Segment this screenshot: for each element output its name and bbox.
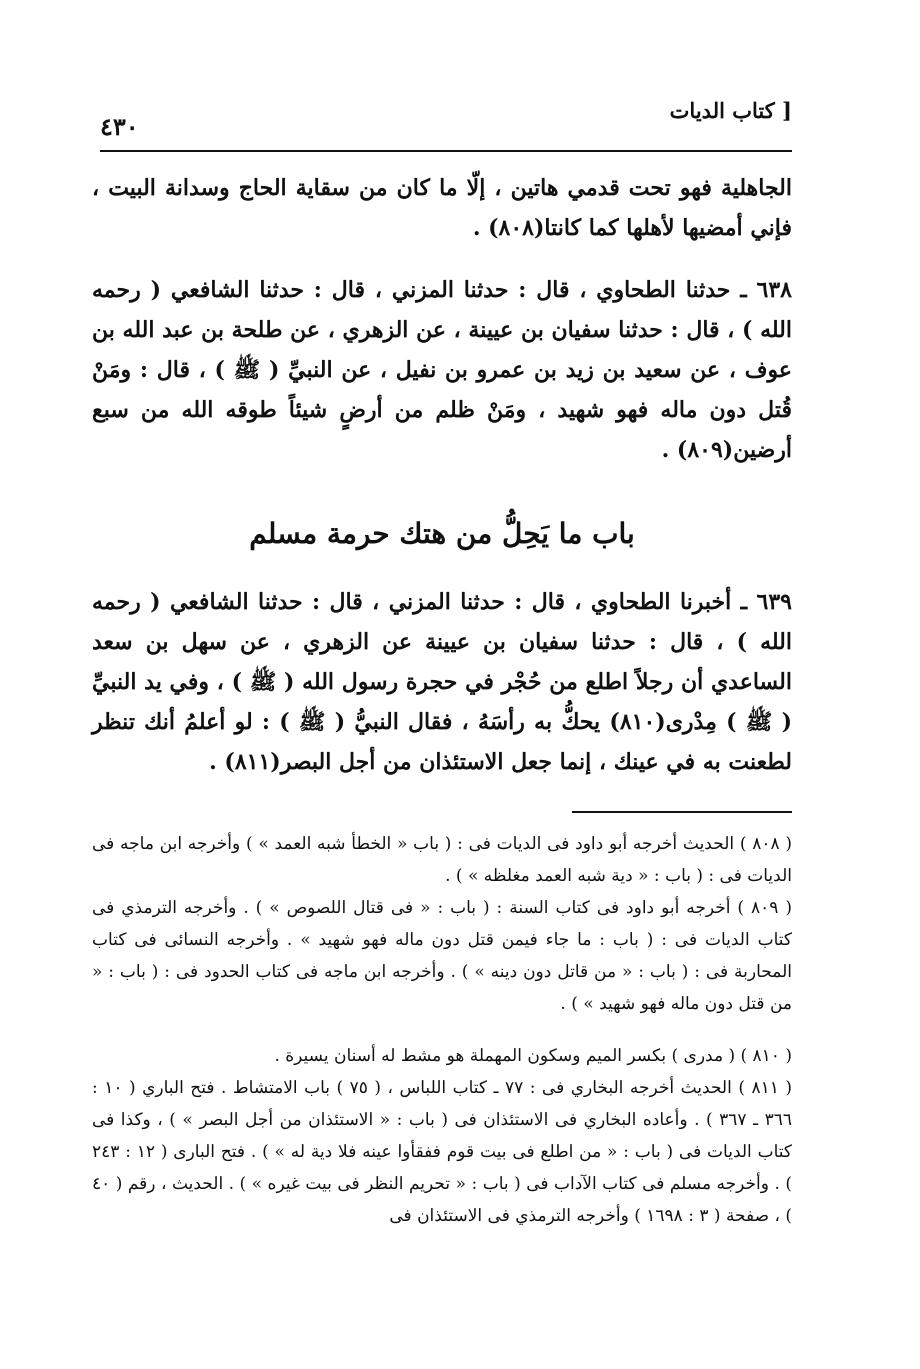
hadith-639: ٦٣٩ ـ أخبرنا الطحاوي ، قال : حدثنا المزني ، قال : حدثنا الشافعي ( رحمه الله ) ، قال : حدثنا سفيان بن عيينة عن الزهري ، عن سهل بن سعد الساعدي أن رجلاً اطلع من حُجْر في حجرة رسول الله ( ﷺ ) ، وفي يد النبيِّ ( ﷺ ) مِدْرى(٨١٠) يحكُّ به رأسَهُ ، فقال النبيُّ ( ﷺ ) : لو أعلمُ أنك تنظر لطعنت به في عينك ، إنما جعل الاستئذان من أجل البصر(٨١١) . bbox=[92, 589, 792, 775]
footnote-809: ( ٨٠٩ ) أخرجه أبو داود فى كتاب السنة : ( باب : « فى قتال اللصوص » ) . وأخرجه الترمذي فى كتاب الديات فى : ( باب : ما جاء فيمن قتل دون ماله فهو شهيد » . وأخرجه النسائى فى كتاب المحاربة فى : ( باب : « من قاتل دون دينه » ) . وأخرجه ابن ماجه فى كتاب الحدود فى : ( باب : « من قتل دون ماله فهو شهيد » ) . bbox=[92, 898, 792, 1014]
footnote-gap bbox=[92, 1020, 792, 1040]
page-number: ٤٣٠ bbox=[100, 112, 139, 141]
section-heading: باب ما يَحِلُّ من هتك حرمة مسلم bbox=[249, 517, 635, 550]
page-header bbox=[100, 96, 792, 148]
footnote-811: ( ٨١١ ) الحديث أخرجه البخاري فى : ٧٧ ـ كتاب اللباس ، ( ٧٥ ) باب الامتشاط . فتح الباري ( ١٠ : ٣٦٦ ـ ٣٦٧ ) . وأعاده البخاري فى الاستئذان فى ( باب : « الاستئذان من أجل البصر » ) ، وكذا فى كتاب الديات فى ( باب : « من اطلع فى بيت قوم ففقأوا عينه فلا دية له » ) . فتح البارى ( ١٢ : ٢٤٣ ) . وأخرجه مسلم فى كتاب الآداب فى ( باب : « تحريم النظر فى بيت غيره » ) . الحديث ، رقم ( ٤٠ ) ، صفحة ( ٣ : ١٦٩٨ ) وأخرجه الترمذي فى الاستئذان فى bbox=[92, 1078, 792, 1226]
hadith-638: ٦٣٨ ـ حدثنا الطحاوي ، قال : حدثنا المزني ، قال : حدثنا الشافعي ( رحمه الله ) ، قال : حدثنا سفيان بن عيينة ، عن الزهري ، عن طلحة بن عبد الله بن عوف ، عن سعيد بن زيد بن عمرو بن نفيل ، عن النبيِّ ( ﷺ ) ، قال : ومَنْ قُتل دون ماله فهو شهيد ، ومَنْ ظلم من أرضٍ شيئاً طوقه الله من سبع أرضين(٨٠٩) . bbox=[92, 277, 792, 463]
main-text bbox=[92, 168, 792, 782]
running-title: [ كتاب الديات bbox=[669, 98, 792, 123]
paragraph-continuation: الجاهلية فهو تحت قدمي هاتين ، إلّا ما كان من سقاية الحاج وسدانة البيت ، فإني أمضيها لأهلها كما كانتا(٨٠٨) . bbox=[92, 175, 792, 241]
footnotes bbox=[92, 828, 792, 1232]
paragraph-gap bbox=[92, 248, 792, 270]
footnote-808: ( ٨٠٨ ) الحديث أخرجه أبو داود فى الديات فى : ( باب « الخطأ شبه العمد » ) وأخرجه ابن ماجه فى الديات فى : ( باب : « دية شبه العمد مغلظه » ) . bbox=[92, 834, 792, 886]
header-rule bbox=[100, 150, 792, 152]
footnote-810: ( ٨١٠ ) ( مدرى ) بكسر الميم وسكون المهملة هو مشط له أسنان يسيرة . bbox=[274, 1046, 792, 1066]
footnote-separator bbox=[572, 811, 792, 813]
